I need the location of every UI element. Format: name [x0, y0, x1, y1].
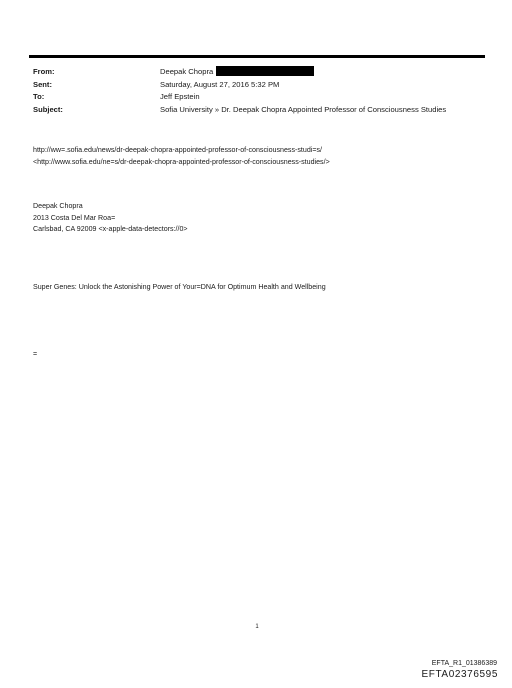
- trailing-equals: =: [33, 350, 38, 358]
- to-label: To:: [33, 92, 45, 102]
- to-row: [33, 91, 446, 104]
- signature-city: Carlsbad, CA 92009 <x-apple-data-detectors://0>: [33, 225, 188, 234]
- sent-row: [33, 79, 446, 92]
- from-label: From:: [33, 67, 55, 76]
- subject-row: [33, 104, 446, 117]
- sent-value: Saturday, August 27, 2016 5:32 PM: [160, 79, 280, 89]
- link-line-1: http://ww=.sofia.edu/news/dr-deepak-chopra-appointed-professor-of-consciousness-studi=s/: [33, 146, 323, 154]
- bates-number-large: EFTA02376595: [421, 669, 498, 680]
- link-line-2: <http://www.sofia.edu/ne=s/dr-deepak-chopra-appointed-professor-of-consciousness-studies/>: [33, 157, 330, 166]
- to-value: Jeff Epstein: [160, 92, 200, 102]
- link-block: [33, 145, 330, 168]
- signature-street: 2013 Costa Del Mar Roa=: [33, 213, 116, 222]
- sent-label: Sent:: [33, 79, 52, 89]
- signature-block: [33, 201, 188, 236]
- bates-number-small: EFTA_R1_01386389: [431, 660, 497, 667]
- subject-value: Sofia University » Dr. Deepak Chopra Appointed Professor of Consciousness Studies: [160, 104, 447, 114]
- promo-line: Super Genes: Unlock the Astonishing Power of Your=DNA for Optimum Health and Wellbeing: [33, 283, 326, 291]
- from-value: Deepak Chopra: [160, 67, 214, 76]
- email-header: [33, 66, 446, 116]
- from-row: [33, 66, 446, 79]
- page-number: 1: [255, 624, 259, 630]
- redaction-bar: [216, 66, 314, 76]
- signature-name: Deepak Chopra: [33, 202, 83, 210]
- subject-label: Subject:: [33, 104, 63, 114]
- header-rule: [29, 55, 485, 58]
